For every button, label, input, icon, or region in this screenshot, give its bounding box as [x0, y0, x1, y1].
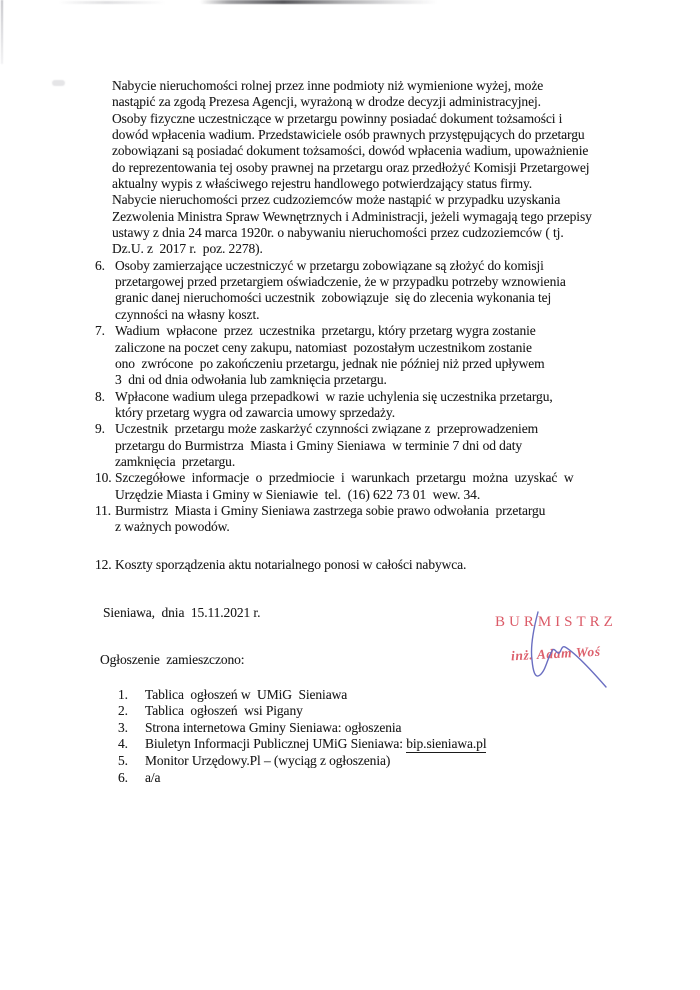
item-number: 2. [118, 703, 128, 719]
item-text-label: a/a [145, 769, 161, 785]
text-line: ono zwrócone po zakończeniu przetargu, jednak nie później niż przed upływem [115, 355, 545, 371]
item-text [145, 687, 347, 704]
text-line: który przetarg wygra od zawarcia umowy sprzedaży. [115, 404, 395, 420]
text-line: zobowiązani są posiadać dokument tożsamości, dowód wpłacenia wadium, upoważnienie [112, 143, 589, 159]
item-text [145, 703, 303, 720]
announcement-item [118, 736, 655, 753]
announcement-item [118, 720, 655, 737]
item-number: 1. [118, 686, 128, 702]
text-line: zaliczone na poczet ceny zakupu, natomiast pozostałym uczestnikom zostanie [115, 339, 532, 355]
item-number: 4. [118, 736, 128, 752]
text-line: Szczegółowe informacje o przedmiocie i warunkach przetargu można uzyskać w [115, 470, 574, 486]
text-line: nastąpić za zgodą Prezesa Agencji, wyrażoną w drodze decyzji administracyjnej. [112, 94, 541, 110]
text-line: ustawy z dnia 24 marca 1920r. o nabywaniu nieruchomości przez cudzoziemców ( tj. [112, 225, 564, 241]
item-lines [115, 421, 538, 470]
announcement-heading: Ogłoszenie zamieszczono: [100, 652, 245, 668]
item-number: 5. [118, 753, 128, 769]
text-line: aktualny wypis z właściwego rejestru handlowego potwierdzający status firmy. [112, 176, 533, 192]
text-line: przetargu do Burmistrza Miasta i Gminy Sieniawa w terminie 7 dni od daty [115, 437, 523, 453]
signature-ink [498, 609, 613, 694]
scan-artifact-top-line [200, 0, 438, 4]
item-number: 11. [95, 502, 112, 518]
text-line: dowód wpłacenia wadium. Przedstawiciele osób prawnych przystępujących do przetargu [112, 127, 585, 143]
signature-stroke [531, 612, 606, 687]
text-line: czynności na własny koszt. [115, 306, 260, 322]
item-lines [115, 503, 545, 536]
text-line: granic danej nieruchomości uczestnik zobowiązuje się do zlecenia wykonania tej [115, 290, 552, 306]
numbered-item [95, 323, 655, 388]
text-line: Zezwolenia Ministra Spraw Wewnętrznych i Administracji, jeżeli wymagają tego przepisy [112, 208, 592, 224]
text-line: zamknięcia przetargu. [115, 453, 236, 469]
text-line: Uczestnik przetargu może zaskarżyć czynności związane z przeprowadzeniem [115, 421, 538, 437]
text-line: przetargowej przed przetargiem oświadczenie, że w przypadku potrzeby wznowienia [115, 274, 566, 290]
text-line: z ważnych powodów. [115, 519, 230, 535]
mayor-stamp-title: BURMISTRZ [495, 614, 617, 630]
numbered-list [95, 258, 655, 573]
text-line: Urzędzie Miasta i Gminy w Sieniawie tel. (16) 622 73 01 wew. 34. [115, 486, 481, 502]
item-lines [115, 470, 574, 503]
text-line: Wpłacone wadium ulega przepadkowi w razie uchylenia się uczestnika przetargu, [115, 388, 553, 404]
announcement-item [118, 770, 655, 787]
item-text-label: Tablica ogłoszeń w UMiG Sieniawa [145, 686, 348, 702]
item-text [145, 753, 390, 770]
item-lines [115, 258, 566, 323]
announcement-item [118, 753, 655, 770]
item-text-label: Strona internetowa Gminy Sieniawa: ogłoszenia [145, 719, 402, 735]
item-number: 6. [118, 769, 128, 785]
item-number: 12. [95, 556, 112, 572]
text-line: Koszty sporządzenia aktu notarialnego ponosi w całości nabywca. [115, 556, 467, 572]
scan-artifact-smudge [52, 80, 65, 86]
item-lines [115, 389, 553, 422]
announcement-list [118, 687, 655, 787]
item-text [145, 720, 401, 737]
numbered-item [95, 557, 655, 573]
numbered-item [95, 503, 655, 536]
text-line: Osoby fizyczne uczestniczące w przetargu powinny posiadać dokument tożsamości i [112, 110, 563, 126]
item-lines [115, 557, 466, 573]
text-line: Osoby zamierzające uczestniczyć w przetargu zobowiązane są złożyć do komisji [115, 257, 544, 273]
bip-url-text: bip.sieniawa.pl [406, 736, 487, 752]
text-line: Nabycie nieruchomości rolnej przez inne podmioty niż wymienione wyżej, może [112, 78, 544, 93]
numbered-item [95, 389, 655, 422]
item-text-label: Monitor Urzędowy.Pl – (wyciąg z ogłoszenia) [145, 753, 391, 769]
item-number: 3. [118, 719, 128, 735]
announcement-item [118, 703, 655, 720]
text-line: Wadium wpłacone przez uczestnika przetargu, który przetarg wygra zostanie [115, 323, 536, 339]
text-line: do reprezentowania tej osoby prawnej na przetargu oraz przedłożyć Komisji Przetargowej [112, 159, 590, 175]
numbered-item [95, 421, 655, 470]
item-number: 9. [95, 421, 105, 437]
item-number: 8. [95, 388, 105, 404]
scan-artifact-top-smudge [58, 1, 166, 4]
text-line: 3 dni od dnia odwołania lub zamknięcia przetargu. [115, 372, 387, 388]
item-number: 7. [95, 323, 105, 339]
item-number: 6. [95, 257, 105, 273]
scan-artifact-left-edge [1, 0, 3, 64]
numbered-item [95, 470, 655, 503]
text-line: Nabycie nieruchomości przez cudzoziemców może nastąpić w przypadku uzyskania [112, 192, 561, 208]
item-text-label: Biuletyn Informacji Publicznej UMiG Sieniawa: [145, 736, 407, 752]
text-line: Burmistrz Miasta i Gminy Sieniawa zastrzega sobie prawo odwołania przetargu [115, 502, 546, 518]
item-text [145, 736, 486, 753]
item-text-label: Tablica ogłoszeń wsi Pigany [145, 703, 303, 719]
numbered-item [95, 258, 655, 323]
item-lines [115, 323, 545, 388]
item-number: 10. [95, 470, 112, 486]
mayor-stamp-name: inż. Adam Woś [510, 643, 602, 664]
text-line: Dz.U. z 2017 r. poz. 2278). [112, 241, 263, 257]
date-line: Sieniawa, dnia 15.11.2021 r. [103, 604, 261, 620]
item-text [145, 770, 160, 787]
intro-paragraph [112, 78, 655, 258]
